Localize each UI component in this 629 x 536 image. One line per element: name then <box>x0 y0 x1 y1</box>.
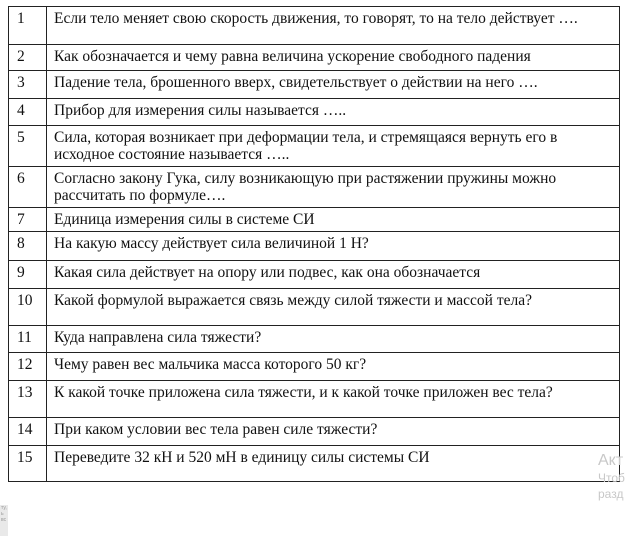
table-row <box>9 446 620 482</box>
watermark-line-1: Акт <box>598 452 624 469</box>
question-number: 5 <box>9 126 47 167</box>
question-text: На какую массу действует сила величиной 1 Н? <box>47 232 620 261</box>
question-number: 3 <box>9 71 47 99</box>
question-text: При каком условии вес тела равен силе тяжести? <box>47 418 620 446</box>
left-edge-strip <box>0 505 8 536</box>
question-number: 15 <box>9 446 47 482</box>
question-text: Куда направлена сила тяжести? <box>47 326 620 353</box>
question-number: 2 <box>9 45 47 71</box>
question-number: 6 <box>9 167 47 208</box>
left-strip-text-1: ту, <box>1 505 7 511</box>
question-text: Сила, которая возникает при деформации тела, и стремящаяся вернуть его в исходное состояние называется ….. <box>47 126 620 167</box>
question-number: 8 <box>9 232 47 261</box>
questions-table <box>8 6 620 482</box>
table-row <box>9 167 620 208</box>
question-number: 10 <box>9 289 47 326</box>
question-text: Прибор для измерения силы называется ….. <box>47 99 620 126</box>
question-text: Падение тела, брошенного вверх, свидетельствует о действии на него …. <box>47 71 620 99</box>
left-strip-text-2: ь вс <box>1 511 7 523</box>
watermark-line-2: Чтоб <box>598 471 625 485</box>
questions-table-container <box>8 6 620 482</box>
table-row <box>9 99 620 126</box>
question-text: Если тело меняет свою скорость движения, то говорят, то на тело действует …. <box>47 7 620 45</box>
question-text: Чему равен вес мальчика масса которого 50 кг? <box>47 353 620 381</box>
table-row <box>9 208 620 232</box>
activation-watermark <box>598 452 629 502</box>
question-number: 14 <box>9 418 47 446</box>
table-row <box>9 45 620 71</box>
table-row <box>9 353 620 381</box>
question-text: Какая сила действует на опору или подвес, как она обозначается <box>47 261 620 289</box>
table-row <box>9 261 620 289</box>
table-row <box>9 381 620 418</box>
question-number: 13 <box>9 381 47 418</box>
question-text: К какой точке приложена сила тяжести, и к какой точке приложен вес тела? <box>47 381 620 418</box>
question-text: Согласно закону Гука, силу возникающую при растяжении пружины можно рассчитать по формуле…. <box>47 167 620 208</box>
watermark-line-3: разд <box>598 487 624 501</box>
table-row <box>9 126 620 167</box>
question-text: Какой формулой выражается связь между силой тяжести и массой тела? <box>47 289 620 326</box>
table-row <box>9 326 620 353</box>
question-number: 9 <box>9 261 47 289</box>
question-text: Переведите 32 кН и 520 мН в единицу силы системы СИ <box>47 446 620 482</box>
question-number: 12 <box>9 353 47 381</box>
question-number: 11 <box>9 326 47 353</box>
question-number: 1 <box>9 7 47 45</box>
table-row <box>9 71 620 99</box>
question-text: Как обозначается и чему равна величина ускорение свободного падения <box>47 45 620 71</box>
table-row <box>9 232 620 261</box>
question-text: Единица измерения силы в системе СИ <box>47 208 620 232</box>
question-number: 7 <box>9 208 47 232</box>
table-row <box>9 7 620 45</box>
question-number: 4 <box>9 99 47 126</box>
table-row <box>9 289 620 326</box>
table-row <box>9 418 620 446</box>
